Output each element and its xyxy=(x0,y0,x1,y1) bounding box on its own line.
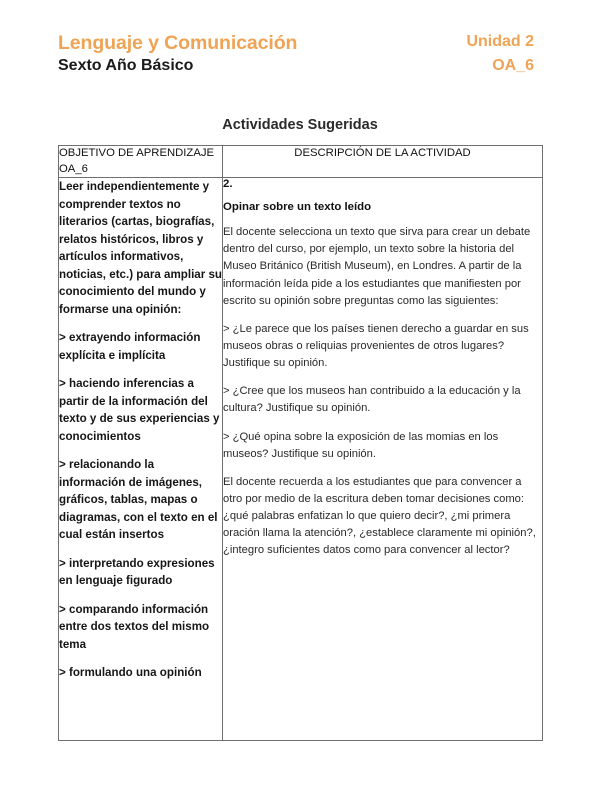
activity-number: 2. xyxy=(223,178,233,191)
activity-intro: El docente selecciona un texto que sirva para crear un debate dentro del curso, por ejemplo, un texto sobre la historia del Museo Británico (British Museum), en Londres. A partir de la información leída pide a los estudiantes que manifiesten por escrito su opinión sobre preguntas como las siguientes: xyxy=(223,226,531,307)
objective-intro: Leer independientemente y comprender textos no literarios (cartas, biografías, relatos históricos, libros y artículos informativos, noticias, etc.) para ampliar su conocimiento del mundo y formarse una opinión: xyxy=(59,180,223,316)
column-header-objective: OBJETIVO DE APRENDIZAJE OA_6 xyxy=(59,146,223,178)
column-header-description: DESCRIPCIÓN DE LA ACTIVIDAD xyxy=(223,146,543,178)
objective-item: > relacionando la información de imágenes, gráficos, tablas, mapas o diagramas, con el texto en el cual están insertos xyxy=(59,458,218,542)
activity-subtitle: Opinar sobre un texto leído xyxy=(223,201,372,214)
unit-label: Unidad 2 xyxy=(466,33,534,50)
objective-cell xyxy=(59,178,223,741)
table-header-row xyxy=(59,146,543,178)
activity-question: > ¿Qué opina sobre la exposición de las momias en los museos? Justifique su opinión. xyxy=(223,430,499,460)
header-right-group xyxy=(466,32,534,76)
table-content-row xyxy=(59,178,543,741)
grade-title: Sexto Año Básico xyxy=(58,57,194,74)
objective-item: > interpretando expresiones en lenguaje figurado xyxy=(59,556,215,588)
activity-question: > ¿Le parece que los países tienen derecho a guardar en sus museos obras o reliquias provenientes de otros lugares? Justifique su opinión. xyxy=(223,322,529,370)
document-header xyxy=(58,32,534,76)
objective-item: > extrayendo información explícita e implícita xyxy=(59,331,201,362)
activity-question: > ¿Cree que los museos han contribuido a la educación y la cultura? Justifique su opinión. xyxy=(223,385,521,415)
oa-code-label: OA_6 xyxy=(492,56,534,74)
objective-item: > haciendo inferencias a partir de la información del texto y de sus experiencias y conocimientos xyxy=(59,377,220,443)
activities-table xyxy=(58,145,543,741)
header-left-group xyxy=(58,32,297,76)
objective-item: > formulando una opinión xyxy=(59,666,202,680)
objective-item: > comparando información entre dos textos del mismo tema xyxy=(59,602,210,651)
page-title: Actividades Sugeridas xyxy=(222,117,378,133)
activity-cell xyxy=(223,178,543,741)
activity-closing: El docente recuerda a los estudiantes que para convencer a otro por medio de la escritura deben tomar decisiones como: ¿qué palabras enfatizan lo que quiero decir?, ¿mi primera oración llama la atención?, ¿establece claramente mi opinión?, ¿integro suficientes datos como para convencer al lector? xyxy=(223,475,536,557)
subject-title: Lenguaje y Comunicación xyxy=(58,32,298,54)
